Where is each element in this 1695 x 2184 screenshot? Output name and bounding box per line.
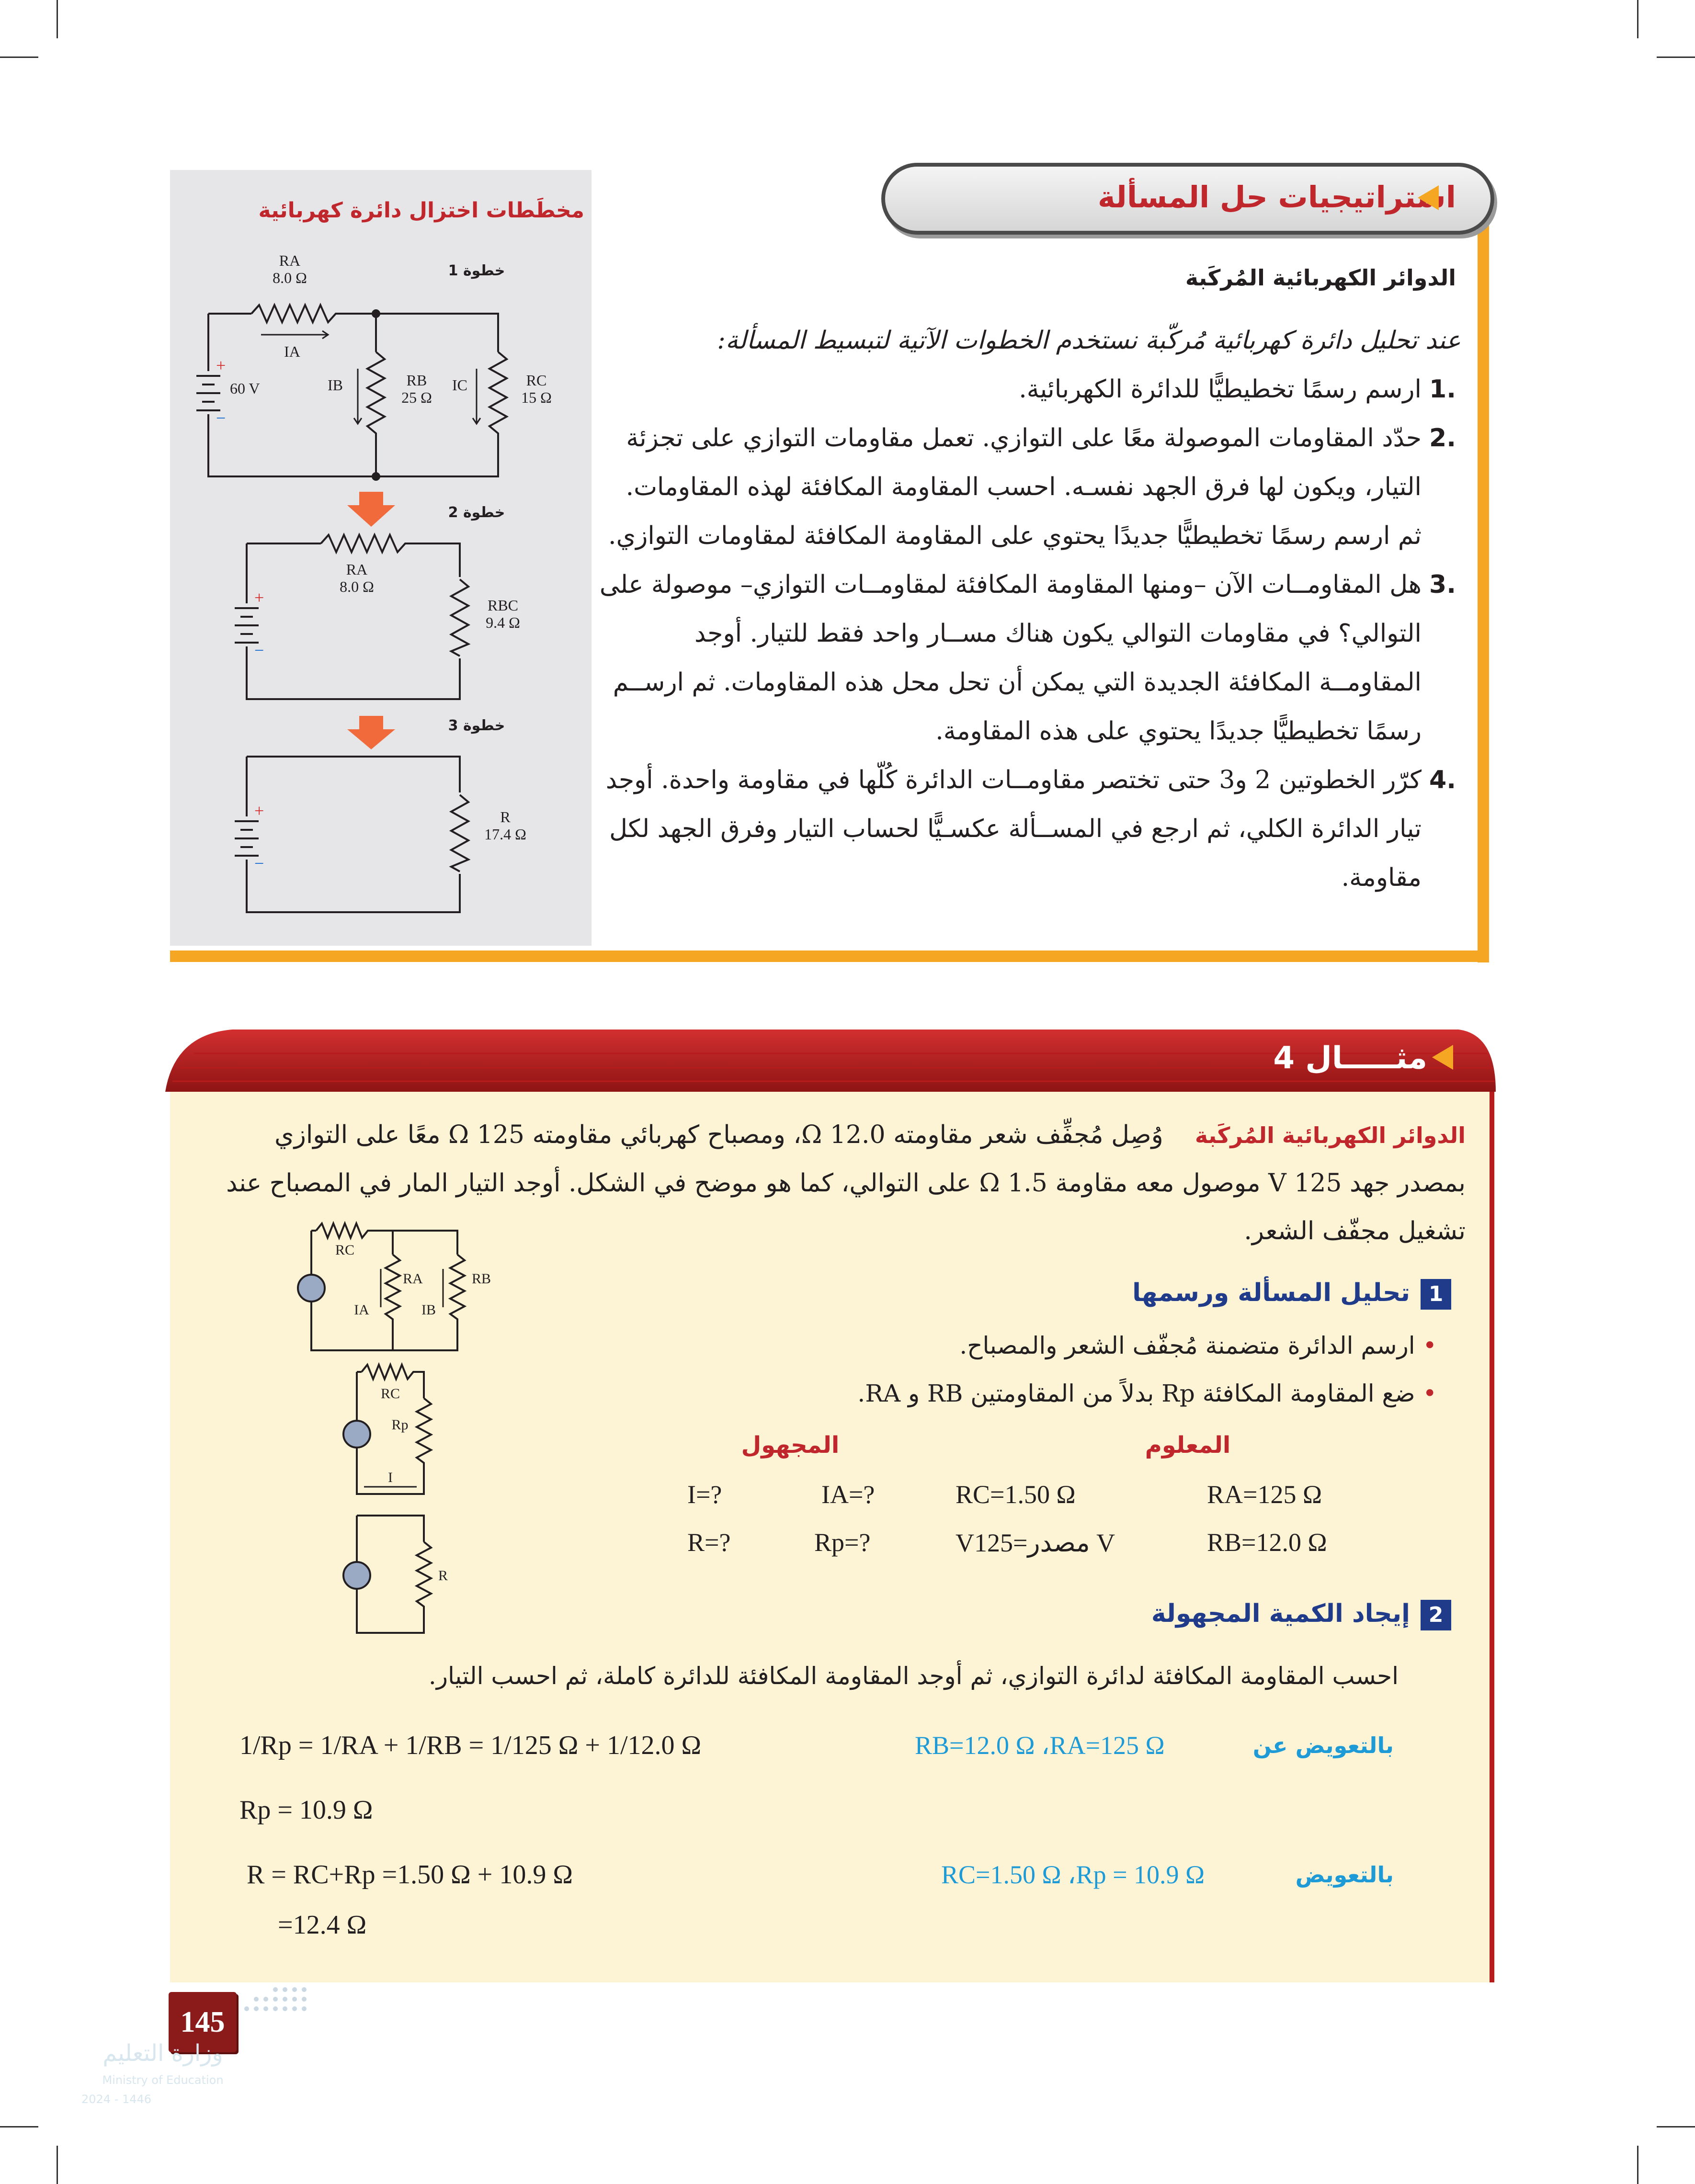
- strategy-step: [599, 365, 1456, 414]
- fig-ia-label: IA: [354, 1302, 369, 1318]
- ra-label: RA: [346, 561, 368, 578]
- crop-mark: [1657, 57, 1695, 58]
- ra-label: RA: [279, 252, 301, 269]
- ministry-logo-year: 2024 - 1446: [81, 2093, 152, 2106]
- ministry-logo-arabic: وزارة التعليم: [102, 2040, 223, 2067]
- section-number: 2: [1421, 1600, 1451, 1630]
- dots-decoration: [242, 1982, 309, 2016]
- crop-mark: [0, 57, 38, 58]
- source-icon: [343, 1421, 370, 1448]
- step-label: خطوة 2: [448, 504, 505, 521]
- ra-value: 8.0 Ω: [340, 578, 374, 595]
- bullet-list: [718, 1322, 1437, 1417]
- step-number: .3: [1429, 570, 1456, 599]
- step-number: .2: [1429, 424, 1456, 453]
- step-text: حدّد المقاومات الموصولة معًا على التوازي. تعمل مقاومات التوازي على تجزئة التيار، ويكون لها فرق الجهد نفسـه. احسب المقاومة المكافئة لهذه المقاومات. ثم ارسم رسمًا تخطيطيًّا جديدًا يحتوي على المقاومة المكافئة لمقاومات التوازي.: [608, 424, 1422, 550]
- crop-mark: [57, 2146, 58, 2184]
- source-icon: [298, 1275, 325, 1301]
- plus-sign: +: [254, 801, 264, 820]
- crop-mark: [57, 0, 58, 38]
- plus-sign: +: [254, 588, 264, 607]
- circuit-step-3: [235, 757, 469, 912]
- source-icon: [343, 1562, 370, 1589]
- step-label: خطوة 1: [448, 262, 505, 279]
- step-text: هل المقاومــات الآن –ومنها المقاومة المكافئة لمقاومــات التوازي– موصولة على التوالي؟ في مقاومات التوالي يكون هناك مســار واحد فقط للتيار. أوجد المقاومــة المكافئة الجديدة التي يمكن أن تحل محل هذه المقاومات. ثم ارســم رسمًا تخطيطيًّا جديدًا يحتوي على هذه المقاومة.: [599, 570, 1422, 746]
- plus-sign: +: [216, 356, 226, 375]
- strategy-intro: عند تحليل دائرة كهربائية مُركّبة نستخدم الخطوات الآتية لتبسيط المسألة:: [717, 326, 1461, 355]
- strategy-step: [599, 414, 1456, 560]
- rbc-label: RBC: [487, 597, 519, 614]
- page-number: 145: [169, 1992, 237, 2052]
- ministry-logo-english: Ministry of Education: [102, 2073, 224, 2087]
- crop-mark: [0, 2126, 38, 2127]
- step-number: .1: [1429, 375, 1456, 404]
- step-number: .4: [1429, 766, 1456, 794]
- known-value: Vمصدر=125 V: [956, 1528, 1115, 1557]
- substitution-values: RB=12.0 Ω ،RA=125 Ω: [915, 1731, 1165, 1760]
- section-title: إيجاد الكمية المجهولة: [1151, 1599, 1410, 1628]
- wire: [247, 757, 460, 912]
- example-circuit-figure: [283, 1216, 512, 1647]
- crop-mark: [1657, 2126, 1695, 2127]
- r-value: 17.4 Ω: [484, 826, 526, 843]
- minus-sign: −: [216, 408, 226, 428]
- unknown-value: R=?: [687, 1528, 731, 1557]
- circuit-reduction-diagram: [170, 170, 592, 946]
- bullet-item: • ضع المقاومة المكافئة Rp بدلاً من المقاومتين RB و RA.: [718, 1369, 1437, 1417]
- source-voltage: 60 V: [230, 380, 260, 397]
- arrow-down-icon: [347, 492, 395, 527]
- equation-rp: Rp = 10.9 Ω: [239, 1795, 373, 1825]
- known-value: RB=12.0 Ω: [1207, 1528, 1327, 1557]
- equation-total: R = RC+Rp =1.50 Ω + 10.9 Ω: [247, 1860, 573, 1890]
- r-label: R: [500, 808, 511, 826]
- strategy-step: [599, 560, 1456, 756]
- bullet-item: • ارسم الدائرة متضمنة مُجفّف الشعر والمصباح.: [718, 1322, 1437, 1369]
- equation-result: =12.4 Ω: [278, 1910, 367, 1940]
- fig-ib-label: IB: [421, 1302, 436, 1318]
- strategy-steps: [599, 365, 1456, 902]
- minus-sign: −: [254, 854, 264, 873]
- substitution-values: RC=1.50 Ω ،Rp = 10.9 Ω: [941, 1860, 1205, 1889]
- strategy-subtitle: الدوائر الكهربائية المُركَبة: [1185, 265, 1456, 291]
- rc-value: 15 Ω: [521, 389, 552, 406]
- fig-rc-label: RC: [380, 1386, 400, 1402]
- strategy-border: [170, 951, 1489, 962]
- fig-rc-label: RC: [335, 1242, 355, 1258]
- section-1-heading: [718, 1269, 1451, 1317]
- fig-r-label: R: [438, 1568, 448, 1584]
- ia-label: IA: [284, 343, 300, 360]
- rb-value: 25 Ω: [401, 389, 432, 406]
- crop-mark: [1637, 0, 1638, 38]
- section-2-heading: [718, 1590, 1451, 1638]
- section-number: 1: [1421, 1279, 1451, 1310]
- unknown-value: I=?: [687, 1480, 722, 1509]
- unknown-value: IA=?: [821, 1480, 875, 1509]
- fig-ra-label: RA: [403, 1271, 423, 1287]
- step-text: ارسم رسمًا تخطيطيًّا للدائرة الكهربائية.: [1019, 375, 1422, 404]
- circuit-step-2: [235, 535, 469, 699]
- diagram-title: مخطَطات اختزال دائرة كهربائية: [258, 198, 584, 223]
- substitution-label: بالتعويض عن: [1252, 1732, 1394, 1758]
- fig-rp-label: Rp: [391, 1417, 409, 1433]
- step-label: خطوة 3: [448, 717, 505, 734]
- fig-rb-label: RB: [471, 1271, 491, 1287]
- problem-label: الدوائر الكهربائية المُركَبة: [1194, 1122, 1466, 1148]
- known-value: RC=1.50 Ω: [956, 1480, 1076, 1509]
- known-value: RA=125 Ω: [1207, 1480, 1322, 1509]
- unknown-value: Rp=?: [814, 1528, 871, 1557]
- step-text: كرّر الخطوتين 2 و3 حتى تختصر مقاومــات الدائرة كُلّها في مقاومة واحدة. أوجد تيار الدائرة الكلي، ثم ارجع في المســألة عكسـيًّا لحساب التيار وفرق الجهد لكل مقاومة.: [605, 766, 1422, 892]
- triangle-marker-icon: [1432, 1045, 1453, 1070]
- strategy-title: استراتيجيات حل المسألة: [1097, 180, 1456, 215]
- rb-label: RB: [406, 372, 427, 389]
- strategy-border: [1478, 223, 1489, 962]
- arrow-down-icon: [347, 716, 395, 749]
- crop-mark: [1637, 2146, 1638, 2184]
- strategy-step: [599, 756, 1456, 902]
- solution-instruction: احسب المقاومة المكافئة لدائرة التوازي، ثم أوجد المقاومة المكافئة للدائرة كاملة، ثم احسب التيار.: [428, 1662, 1399, 1690]
- rbc-value: 9.4 Ω: [486, 614, 520, 631]
- section-title: تحليل المسألة ورسمها: [1132, 1279, 1410, 1307]
- triangle-marker-icon: [1418, 185, 1439, 210]
- ib-label: IB: [328, 376, 343, 394]
- problem-text: وُصِل مُجفِّف شعر مقاومته 12.0 Ω، ومصباح كهربائي مقاومته 125 Ω معًا على التوازي بمصدر جهد 125 V موصول معه مقاومة 1.5 Ω على التوالي، كما هو موضح في الشكل. أوجد التيار المار في المصباح عند تشغيل مجفّف الشعر.: [226, 1120, 1466, 1245]
- example-title: مثـــــال 4: [1273, 1041, 1427, 1076]
- substitution-label: بالتعويض: [1295, 1862, 1394, 1888]
- unknown-heading: المجهول: [741, 1432, 840, 1459]
- equation-parallel: 1/Rp = 1/RA + 1/RB = 1/125 Ω + 1/12.0 Ω: [239, 1731, 702, 1760]
- ic-label: IC: [452, 376, 467, 394]
- fig-i-label: I: [388, 1470, 393, 1485]
- known-heading: المعلوم: [1145, 1432, 1231, 1459]
- minus-sign: −: [254, 641, 264, 660]
- example-border: [1490, 1082, 1494, 1982]
- rc-label: RC: [526, 372, 547, 389]
- ra-value: 8.0 Ω: [273, 269, 307, 286]
